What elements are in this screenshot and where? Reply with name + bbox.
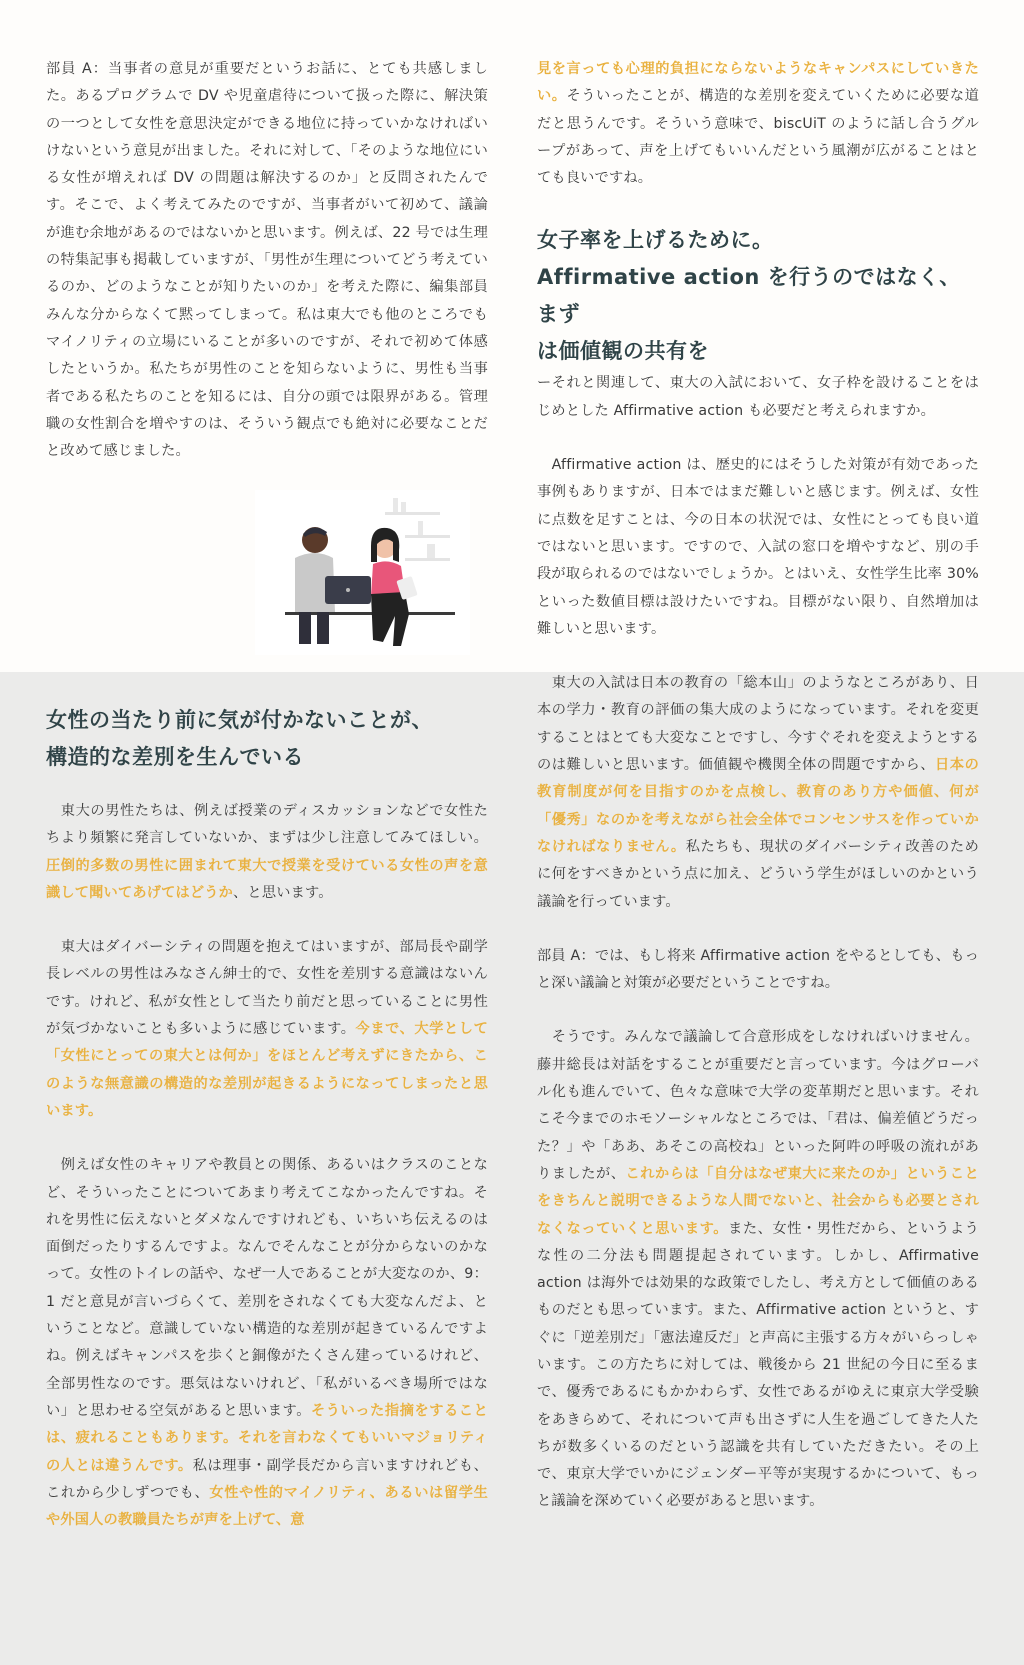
right-heading-line-2: Affirmative action を行うのではなく、まず <box>537 265 961 327</box>
text-run: そうです。みんなで議論して合意形成をしなければいけません。藤井総長は対話をすることが重要だと言っています。今はグローバル化も進んでいて、色々な意味で大学の変革期だと思います。それこそ今までのホモソーシャルなところでは、「君は、偏差値どうだった？」や「ああ、あそこの高校ね」といった阿吽の呼吸の流れがありましたが、 <box>537 1029 979 1182</box>
text-run: また、女性・男性だから、というような性の二分法も問題提起されています。しかし、Affirmative action は海外では効果的な政策でしたし、考え方として価値のあるものだとも思っています。また、Affirmative action というと、すぐに「逆差別だ」「憲法違反だ」と声高に主張する方々がいらっしゃいます。この方たちに対しては、戦後から 21 世紀の今日に至るまで、優秀であるにもかかわらず、女性であるがゆえに東京大学受験をあきらめて、それについて声も出さずに人生を過ごしてきた人たちが数多くいるのだという認識を共有していただきたい。その上で、東京大学でいかにジェンダー平等が実現するかについて、もっと議論を深めていく必要があると思います。 <box>537 1220 979 1510</box>
left-section-heading <box>46 702 488 776</box>
text-run: そういったことが、構造的な差別を変えていくために必要な道だと思うんです。そういう意味で、biscUiT のように話し合うグループがあって、声を上げてもいいんだという風潮が広がることはとても良いですね。 <box>537 88 979 187</box>
highlight-text: 今まで、大学として「女性にとっての東大とは何か」をほとんど考えずにきたから、このような無意識の構造的な差別が起きるようになってしまったと思います。 <box>46 1021 488 1119</box>
text-run: 私たちも、現状のダイバーシティ改善のために何をすべきかという点に加え、どういう学生がほしいのかという議論を行っています。 <box>537 838 980 910</box>
right-paragraph-2: Affirmative action は、歴史的にはそうした対策が有効であった事例もありますが、日本ではまだ難しいと感じます。例えば、女性に点数を足すことは、今の日本の状況では、女性にとっても良い道ではないと思います。ですので、入試の窓口を増やすなど、別の手段が取られるのではないでしょうか。とはいえ、女性学生比率 30% といった数値目標は設けたいですね。目標がない限り、自然増加は難しいと思います。 <box>537 457 979 637</box>
text-run: 私は理事・副学長だから言いますけれども、これから少しずつでも、 <box>46 1457 488 1501</box>
left-heading-line-1: 女性の当たり前に気が付かないことが、 <box>46 708 433 732</box>
right-column <box>537 56 979 1516</box>
text-run: 、と思います。 <box>233 884 333 901</box>
highlight-text: 日本の教育制度が何を目指すのかを点検し、教育のあり方や価値、何が「優秀」なのかを考えながら社会全体でコンセンサスを作っていかなければなりません。 <box>537 757 979 855</box>
right-paragraph-3 <box>537 670 979 916</box>
highlight-text: 見を言っても心理的負担にならないようなキャンパスにしていきたい。 <box>537 61 979 105</box>
right-paragraph-4: 部員 A：では、もし将来 Affirmative action をやるとしても、もっと深い議論と対策が必要だということですね。 <box>537 947 979 992</box>
left-paragraph-1: 部員 A：当事者の意見が重要だというお話に、とても共感しました。あるプログラムで DV や児童虐待について扱った際に、解決策の一つとして女性を意思決定ができる地位に持っていかなければいけないという意見が出ました。それに対して、「そのような地位にいる女性が増えれば DV の問題は解決するのか」と反問されたんです。そこで、よく考えてみたのですが、当事者がいて初めて、議論が進む余地があるのではないかと思います。例えば、22 号では生理の特集記事も掲載していますが、「男性が生理についてどう考えているのか、どのようなことが知りたいのか」を考えた際に、編集部員みんな分からなくて黙ってしまって。私は東大でも他のところでもマイノリティの立場にいることが多いのですが、それで初めて体感したというか。私たちが男性のことを知らないように、男性も当事者である私たちのことを知るには、自分の頭では限界がある。管理職の女性割合を増やすのは、そういう観点でも絶対に必要なことだと改めて感じました。 <box>46 61 488 460</box>
right-paragraph-1 <box>537 56 979 192</box>
left-column-upper <box>46 56 488 465</box>
highlight-text: 女性や性的マイノリティ、あるいは留学生や外国人の教職員たちが声を上げて、意 <box>46 1484 489 1529</box>
text-run: 東大の入試は日本の教育の「総本山」のようなところがあり、日本の学力・教育の評価の集大成のようになっています。それを変更することはとても大変なことですし、今すぐそれを変えようとするのは難しいと思います。価値観や機関全体の問題ですから、 <box>537 675 979 774</box>
right-paragraph-5 <box>537 1024 979 1515</box>
text-run: 例えば女性のキャリアや教員との関係、あるいはクラスのことなど、そういったことについてあまり考えてこなかったんですね。それを男性に伝えないとダメなんですけれども、いちいち伝えるのは面倒だったりするんですよ。なんでそんなことが分からないのかなって。女性のトイレの話や、なぜ一人であることが大変なのか、9：1 だと意見が言いづらくて、差別をされなくても大変なんだよ、ということなど。意識していない構造的な差別が起きているんですよね。例えばキャンパスを歩くと銅像がたくさん建っているけれど、全部男性なのです。悪気はないけれど、「私がいるべき場所ではない」と思わせる空気があると思います。 <box>46 1157 488 1419</box>
left-column-lower <box>46 702 488 1534</box>
right-section-heading <box>537 222 979 370</box>
right-heading-line-3: は価値観の共有を <box>537 339 709 364</box>
two-people-laptop-illustration <box>255 490 470 655</box>
left-paragraph-3 <box>46 934 488 1125</box>
text-run: 東大はダイバーシティの問題を抱えてはいますが、部局長や副学長レベルの男性はみなさん紳士的で、女性を差別する意識はないんです。けれど、私が女性として当たり前だと思っていることに男性が気づかないことも多いように感じています。 <box>46 939 488 1038</box>
left-paragraph-2 <box>46 798 488 907</box>
left-paragraph-4 <box>46 1152 488 1534</box>
right-question: ーそれと関連して、東大の入試において、女子枠を設けることをはじめとした Affirmative action も必要だと考えられますか。 <box>537 375 979 419</box>
right-heading-line-1: 女子率を上げるために。 <box>537 228 774 253</box>
illustration-svg <box>255 490 470 655</box>
highlight-text: これからは「自分はなぜ東大に来たのか」ということをきちんと説明できるような人間でないと、社会からも必要とされなくなっていくと思います。 <box>537 1165 979 1237</box>
left-heading-line-2: 構造的な差別を生んでいる <box>46 745 304 769</box>
text-run: 東大の男性たちは、例えば授業のディスカッションなどで女性たちより頻繁に発言していないか、まずは少し注意してみてほしい。 <box>46 803 488 847</box>
highlight-text: そういった指摘をすることは、疲れることもあります。それを言わなくてもいいマジョリティの人とは違うんです。 <box>46 1402 488 1474</box>
highlight-text: 圧倒的多数の男性に囲まれて東大で授業を受けている女性の声を意識して聞いてあげてはどうか <box>46 857 488 901</box>
